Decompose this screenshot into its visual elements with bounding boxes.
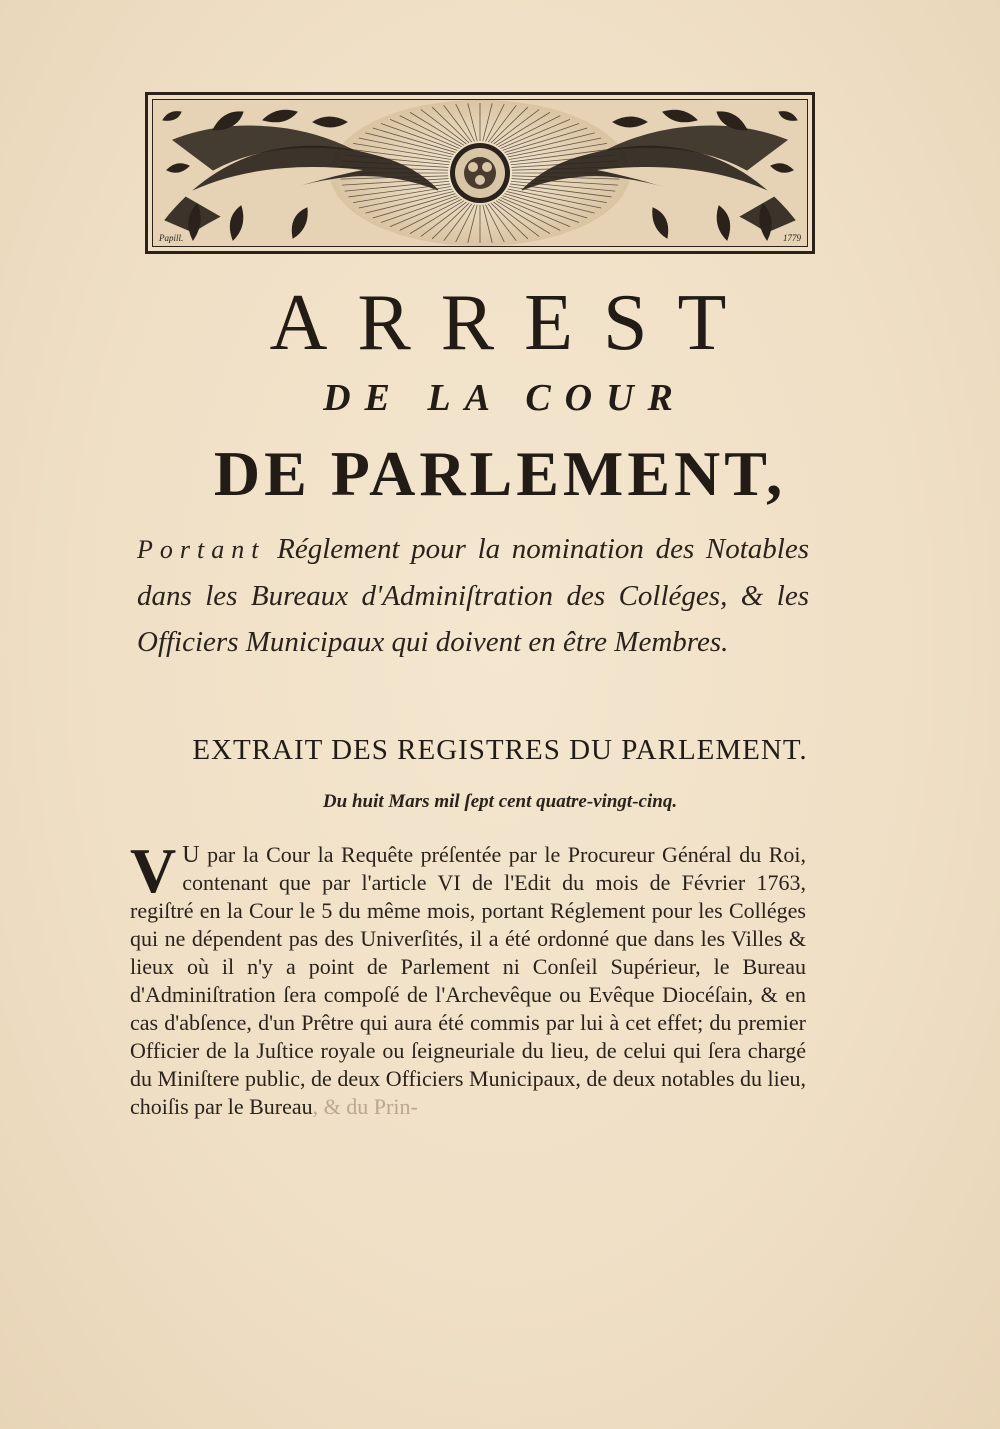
body-paragraph <box>130 835 807 1121</box>
body-text: par la Cour la Requête préſentée par le Procureur Général du Roi, contenant que par l'article VI de l'Edit du mois de Février 1763, regiſtré en la Cour le 5 du même mois, portant Réglement pour les Colléges qui ne dépendent pas des Univerſités, il a été ordonné que dans les Villes & lieux où il n'y a point de Parlement ni Conſeil Supérieur, le Bureau d'Adminiſtration ſera compoſé de l'Archevêque ou Evêque Diocéſain, & en cas d'abſence, d'un Prêtre qui aura été commis par lui à cet effet; du premier Officier de la Juſtice royale ou ſeigneuriale du lieu, de celui qui ſera chargé du Miniſtere public, de deux Officiers Municipaux, de deux notables du lieu, choiſis par le Bureau <box>130 842 807 1119</box>
portant-text: Réglement pour la nomination des Notables dans les Bureaux d'Adminiſtration des Colléges, & les Officiers Municipaux qui doivent en être Membres. <box>137 533 809 658</box>
engraver-signature: Papill. <box>159 233 184 243</box>
first-word: U <box>182 842 200 868</box>
extrait-heading: EXTRAIT DES REGISTRES DU PARLEMENT. <box>192 734 808 766</box>
title-arrest: ARREST <box>269 279 757 367</box>
laurel-sunburst-ornament-icon <box>153 100 807 246</box>
title-de-parlement: DE PARLEMENT, <box>213 438 787 509</box>
title-de-la-cour: DE LA COUR <box>323 377 687 419</box>
body-tail-faded: , & du Prin- <box>312 1094 418 1119</box>
ornamental-header <box>145 92 815 254</box>
portant-lead-word: Portant <box>137 535 266 564</box>
subject-paragraph <box>137 526 809 665</box>
drop-cap: V <box>130 835 177 906</box>
engraving-date: 1779 <box>783 233 801 243</box>
date-line: Du huit Mars mil ſept cent quatre-vingt-cinq. <box>322 791 678 812</box>
